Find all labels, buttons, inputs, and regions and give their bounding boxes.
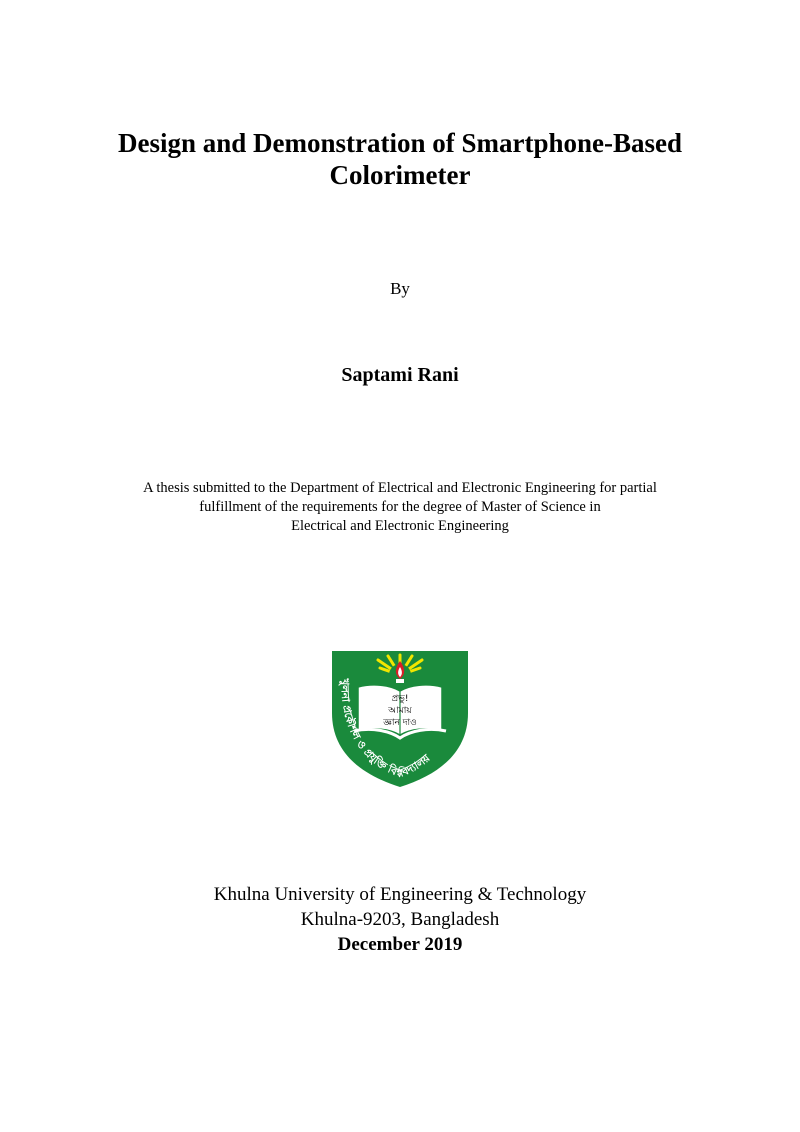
book-text-line-3: জ্ঞান দাও <box>383 718 417 728</box>
institution-address: Khulna-9203, Bangladesh <box>300 909 500 930</box>
institution-name: Khulna University of Engineering & Technology <box>213 884 587 905</box>
book-text-line-2: আমায় <box>388 706 412 716</box>
thesis-title-line-2: Colorimeter <box>329 160 471 190</box>
book-text-line-1: প্রভু! <box>391 694 409 704</box>
by-label: By <box>390 279 410 298</box>
author-name: Saptami Rani <box>341 364 459 386</box>
thesis-title <box>0 127 800 191</box>
thesis-statement <box>0 479 800 536</box>
university-name-ring-text: খুলনা প্রকৌশল ও প্রযুক্তি বিশ্ববিদ্যালয় <box>338 678 433 781</box>
submission-date: December 2019 <box>337 934 463 955</box>
university-crest-icon <box>328 643 472 789</box>
university-logo <box>328 643 472 789</box>
thesis-statement-line-2: fulfillment of the requirements for the degree of Master of Science in <box>199 499 601 515</box>
thesis-statement-line-3: Electrical and Electronic Engineering <box>291 518 509 534</box>
thesis-title-line-1: Design and Demonstration of Smartphone-Based <box>117 128 683 158</box>
institution-block <box>0 882 800 932</box>
thesis-statement-line-1: A thesis submitted to the Department of Electrical and Electronic Engineering for partial <box>143 480 657 496</box>
